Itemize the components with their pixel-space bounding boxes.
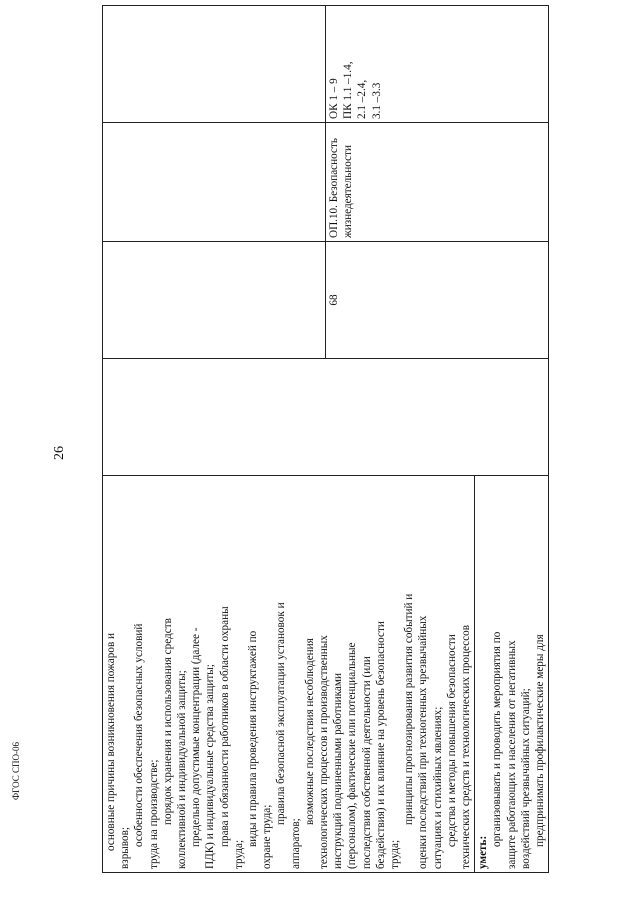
knowledge-line: правила безопасной эксплуатации установок и bbox=[275, 602, 288, 825]
knowledge-line: ПДК) и индивидуальные средства защиты; bbox=[204, 664, 217, 869]
knowledge-line: (персоналом), фактические или потенциальные bbox=[346, 642, 359, 869]
competencies-divider bbox=[325, 6, 326, 122]
competency-line: ПК 1.1 –1.4, bbox=[342, 61, 355, 119]
section-divider bbox=[474, 476, 475, 872]
knowledge-line: оценки последствий при техногенных чрезвычайных bbox=[417, 615, 430, 869]
table-row bbox=[103, 6, 549, 873]
knowledge-line: средства и методы повышения безопасности bbox=[445, 634, 458, 847]
discipline-name: ОП.10. Безопасность жизнедеятельности bbox=[328, 138, 355, 238]
knowledge-line: последствия собственной деятельности (или bbox=[360, 656, 373, 869]
hours-divider bbox=[325, 242, 326, 358]
curriculum-table bbox=[102, 5, 549, 873]
knowledge-line: порядок хранения и использования средств bbox=[161, 618, 174, 825]
hours-max-cell bbox=[103, 359, 549, 476]
knowledge-line: труда; bbox=[232, 839, 245, 869]
knowledge-line: инструкций подчиненными работниками bbox=[332, 673, 345, 869]
page-number: 26 bbox=[52, 446, 67, 460]
knowledge-list bbox=[104, 479, 473, 869]
knowledge-line: виды и правила проведения инструктажей по bbox=[247, 630, 260, 847]
competency-line: ОК 1 – 9 bbox=[328, 78, 340, 119]
knowledge-line: труда; bbox=[389, 839, 402, 869]
skills-label: уметь: bbox=[477, 835, 490, 869]
skill-line: предпринимать профилактические меры для bbox=[534, 634, 547, 847]
competencies-cell bbox=[103, 6, 549, 123]
skill-line: защите работающих и населения от негативных bbox=[505, 640, 518, 869]
knowledge-line: взрывов; bbox=[119, 826, 132, 869]
skill-line: воздействий чрезвычайных ситуаций; bbox=[519, 688, 532, 869]
knowledge-line: коллективной и индивидуальной защиты; bbox=[176, 670, 189, 869]
competencies-list bbox=[327, 9, 384, 119]
knowledge-line: технических средств и технологических процессов bbox=[460, 624, 473, 869]
knowledge-line: принципы прогнозирования развития событий и bbox=[403, 593, 416, 825]
knowledge-line: бездействия) и их влияние на уровень безопасности bbox=[374, 621, 387, 869]
competency-line: 3.1 –3.3 bbox=[370, 82, 383, 119]
knowledge-line: технологических процессов и производственных bbox=[318, 635, 331, 869]
rotated-table-wrapper bbox=[102, 41, 547, 873]
knowledge-line: предельно допустимые концентрации (далее - bbox=[190, 627, 203, 847]
footer-standard-code: ФГОС СПО-06 bbox=[11, 742, 21, 800]
hours-cell bbox=[103, 242, 549, 359]
competency-line: 2.1 –2.4, bbox=[356, 79, 369, 119]
knowledge-line: особенности обеспечения безопасных условий bbox=[133, 623, 146, 847]
knowledge-line: основные причины возникновения пожаров и bbox=[105, 632, 117, 851]
skills-list bbox=[490, 479, 547, 869]
knowledge-line: права и обязанности работников в области охраны bbox=[218, 606, 231, 847]
knowledge-line: аппаратов; bbox=[289, 818, 302, 869]
knowledge-line: труда на производстве; bbox=[147, 759, 160, 869]
hours-value: 68 bbox=[328, 294, 340, 306]
knowledge-line: возможные последствия несоблюдения bbox=[303, 638, 316, 825]
description-cell bbox=[103, 476, 549, 873]
skill-line: организовывать и проводить мероприятия по bbox=[491, 631, 504, 847]
discipline-divider bbox=[325, 123, 326, 241]
discipline-cell bbox=[103, 123, 549, 242]
knowledge-line: ситуациях и стихийных явлениях; bbox=[431, 706, 444, 869]
knowledge-line: охране труда; bbox=[261, 804, 274, 869]
